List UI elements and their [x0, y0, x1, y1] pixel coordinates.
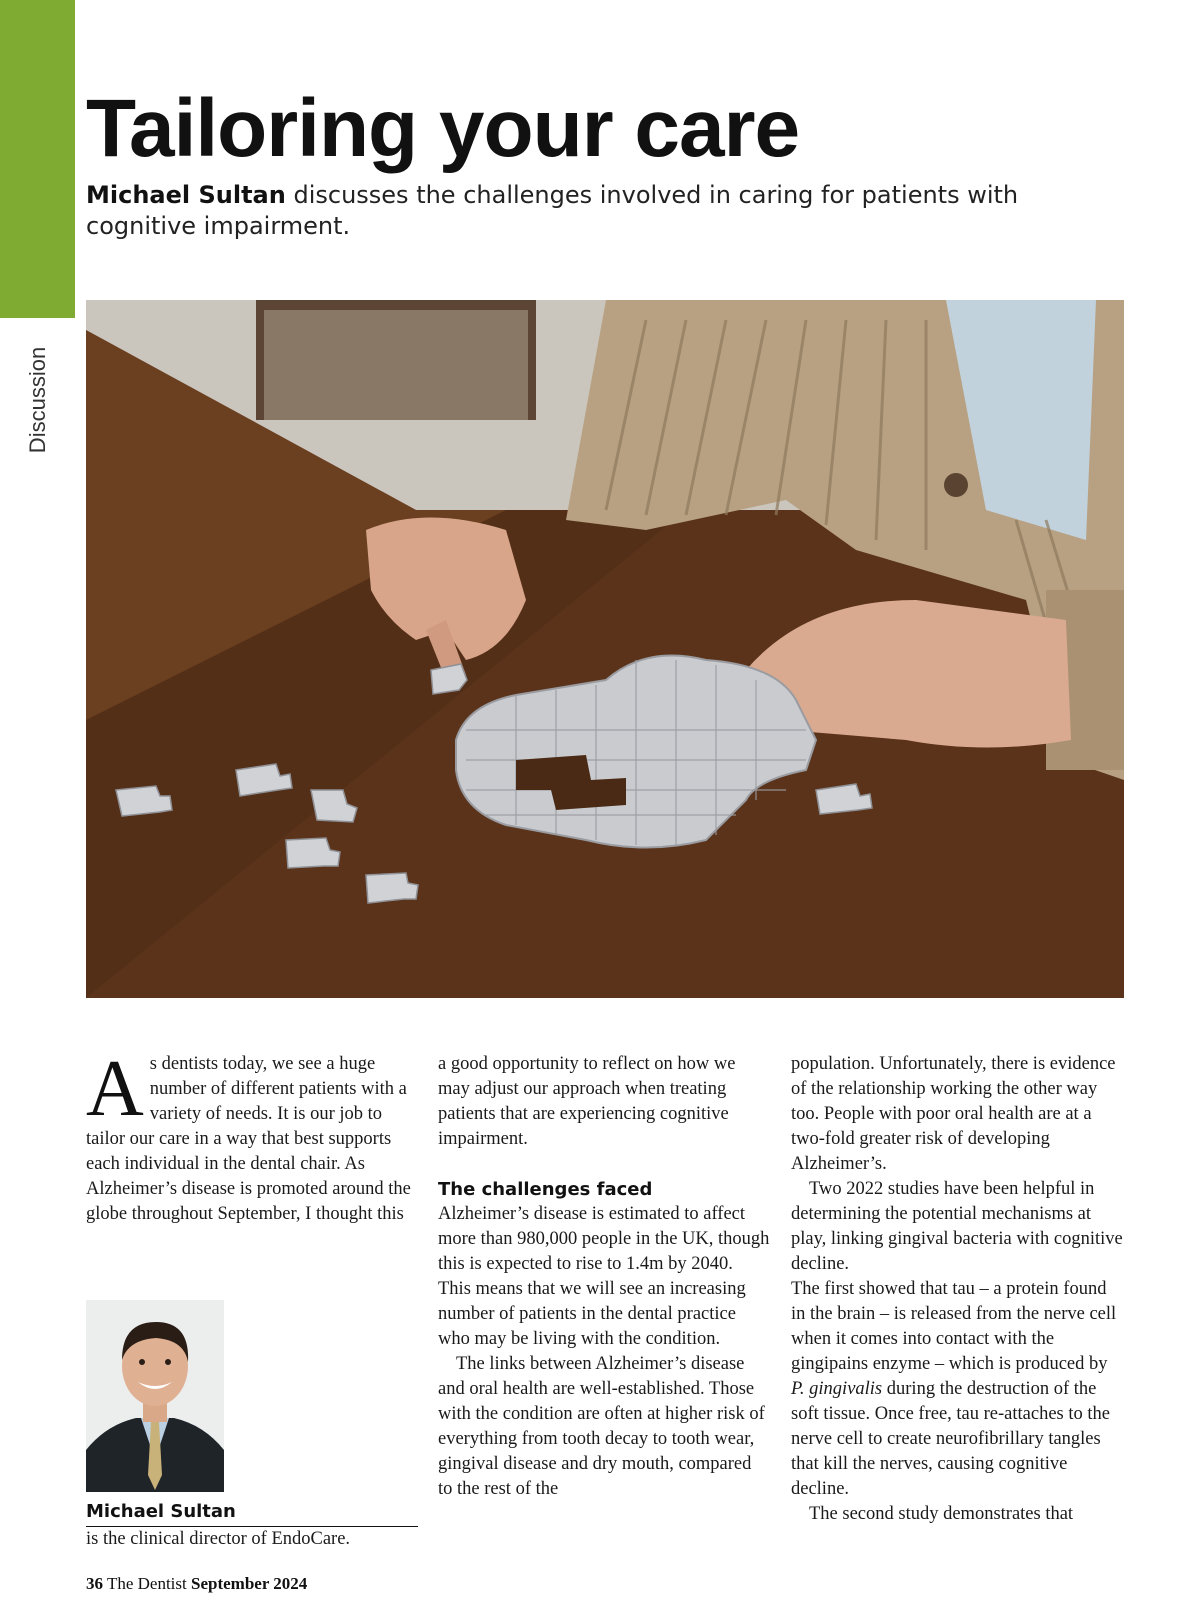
author-portrait: [86, 1300, 224, 1492]
intro-text: s dentists today, we see a huge number of different patients with a variety of needs. It is our job to tailor our care in a way that best supports each individual in the dental chair. As Alzheimer’s disease is promoted around the globe throughout September, I thought this: [86, 1054, 411, 1224]
paragraph: a good opportunity to reflect on how we may adjust our approach when treating patients that are experiencing cognitive impairment.: [438, 1054, 736, 1149]
section-color-bar: [0, 0, 75, 318]
section-label: [18, 340, 58, 460]
article-title: Tailoring your care: [86, 83, 800, 174]
author-photo: [86, 1300, 224, 1492]
body-column-1: [86, 1045, 418, 1227]
page-footer: [86, 1574, 307, 1594]
section-label-text: Discussion: [25, 346, 50, 454]
author-bio: is the clinical director of EndoCare.: [86, 1529, 351, 1549]
paragraph: population. Unfortunately, there is evidence of the relationship working the other way too. People with poor oral health are at a two-fold greater risk of developing Alzheimer’s.: [791, 1054, 1116, 1174]
paragraph-text: during the destruction of the soft tissue. Once free, tau re-attaches to the nerve cell to create neurofibrillary tangles that kill the nerves, causing cognitive decline.: [791, 1379, 1110, 1499]
standfirst: [86, 180, 1106, 242]
publication-name: The Dentist: [106, 1574, 187, 1593]
standfirst-text: discusses the challenges involved in caring for patients with cognitive impairment.: [86, 181, 1019, 241]
body-column-3: [791, 1052, 1123, 1527]
intro-paragraph: [86, 1045, 418, 1227]
hero-image: [86, 300, 1124, 998]
paragraph: [791, 1277, 1123, 1502]
body-column-2: [438, 1052, 770, 1502]
paragraph: Two 2022 studies have been helpful in determining the potential mechanisms at play, linking gingival bacteria with cognitive decline.: [791, 1179, 1123, 1274]
drop-cap: A: [86, 1045, 144, 1133]
paragraph: The second study demonstrates that: [809, 1504, 1074, 1524]
section-subhead: The challenges faced: [438, 1179, 653, 1200]
author-name: Michael Sultan: [86, 1500, 418, 1527]
issue-date: September 2024: [191, 1574, 308, 1593]
page-number: 36: [86, 1574, 103, 1593]
hero-illustration: [86, 300, 1124, 998]
paragraph: Alzheimer’s disease is estimated to affect more than 980,000 people in the UK, though this is expected to rise to 1.4m by 2040. This means that we will see an increasing number of patients in the dental practice who may be living with the condition.: [438, 1204, 770, 1349]
paragraph: The links between Alzheimer’s disease and oral health are well-established. Those with the condition are often at higher risk of everything from tooth decay to tooth wear, gingival disease and dry mouth, compared to the rest of the: [438, 1354, 765, 1499]
standfirst-author: Michael Sultan: [86, 181, 286, 209]
species-name: P. gingivalis: [791, 1379, 883, 1399]
paragraph-text: The first showed that tau – a protein found in the brain – is released from the nerve cell when it comes into contact with the gingipains enzyme – which is produced by: [791, 1279, 1117, 1374]
